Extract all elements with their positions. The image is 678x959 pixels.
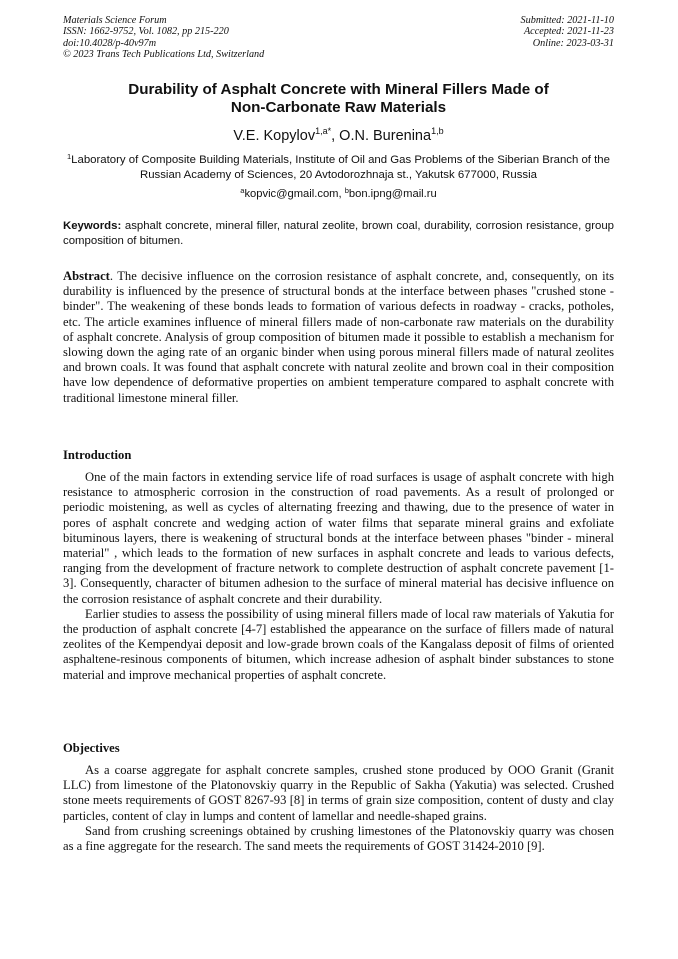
objectives-section bbox=[63, 763, 614, 854]
email-mark-b: b bbox=[344, 186, 349, 195]
paper-title bbox=[63, 81, 614, 117]
title-line-1: Durability of Asphalt Concrete with Mineral Fillers Made of bbox=[128, 81, 549, 98]
introduction-section bbox=[63, 470, 614, 683]
abstract-text: . The decisive influence on the corrosion resistance of asphalt concrete, and, consequently, on its durability is influenced by the presence of structural bonds at the interface between phases "crushed stone - binder". The weakening of these bonds leads to formation of various defects in roadway - cracks, potholes, etc. The article examines influence of mineral fillers made of non-carbonate raw materials on the durability of asphalt concrete. Analysis of group composition of bitumen made it possible to establish a mechanism for slowing down the aging rate of an organic binder when using porous mineral fillers made of natural zeolites and brown coals. It was found that asphalt concrete with natural zeolite and brown coal in their composition have low dependence of deformative properties on ambient temperature compared to asphalt concrete with traditional limestone mineral filler. bbox=[63, 269, 614, 405]
author-list bbox=[63, 122, 614, 145]
objectives-paragraph-2: Sand from crushing screenings obtained by crushing limestones of the Platonovskiy quarry was chosen as a fine aggregate for the research. The sand meets the requirements of GOST 31424-2010 [9]. bbox=[63, 823, 614, 854]
submitted-date: Submitted: 2021-11-10 bbox=[520, 15, 614, 26]
abstract-section bbox=[63, 269, 614, 406]
affiliation bbox=[63, 150, 614, 182]
author-burenina: O.N. Burenina bbox=[339, 128, 432, 144]
journal-doi: doi:10.4028/p-40v97m bbox=[63, 37, 157, 49]
introduction-paragraph-2: Earlier studies to assess the possibility of using mineral fillers made of local raw materials of Yakutia for the production of asphalt concrete [4-7] established the appearance on the surface of fillers made of natural zeolites of the Kempendyai deposit and low-grade brown coals of the Kangalass deposit of films of oriented asphaltene-resinous components of bitumen, which increase adhesion of asphalt binder substances to stone material and improve mechanical properties of asphalt concrete. bbox=[63, 606, 614, 682]
keywords-text: asphalt concrete, mineral filler, natural zeolite, brown coal, durability, corrosion resistance, group composition of bitumen. bbox=[63, 220, 614, 247]
journal-info bbox=[63, 15, 264, 61]
publication-dates bbox=[521, 15, 614, 49]
email-kopylov: kopvic@gmail.com, bbox=[244, 188, 345, 200]
journal-copyright: © 2023 Trans Tech Publications Ltd, Switzerland bbox=[63, 49, 265, 61]
affiliation-text: Laboratory of Composite Building Materials, Institute of Oil and Gas Problems of the Siberian Branch of the Russian Academy of Sciences, 20 Avtodorozhnaja st., Yakutsk 677000, Russia bbox=[71, 154, 610, 181]
introduction-heading: Introduction bbox=[63, 448, 132, 462]
accepted-date: Accepted: 2021-11-23 bbox=[523, 26, 614, 38]
author-kopylov: V.E. Kopylov bbox=[233, 128, 316, 144]
author-burenina-affiliation-mark: 1,b bbox=[431, 126, 444, 136]
keywords-label: Keywords: bbox=[63, 220, 122, 232]
online-date: Online: 2023-03-31 bbox=[532, 37, 614, 49]
keywords-section bbox=[63, 219, 614, 248]
abstract-label: Abstract bbox=[63, 269, 110, 283]
introduction-paragraph-1: One of the main factors in extending service life of road surfaces is usage of asphalt concrete with high resistance to atmospheric corrosion in the construction of road pavements. As a result of prolonged or periodic moistening, as well as cycles of alternating freezing and thawing, due to the presence of water in pores of asphalt concrete and wedging action of water films that separate mineral grains and exfoliate bituminous layers, there is weakening of structural bonds at the interface between phases "binder - mineral material" , which leads to the formation of new surfaces in asphalt concrete and leads to various defects, ranging from the development of fracture network to complete destruction of asphalt concrete pavement [1-3]. Consequently, character of bitumen adhesion to the surface of mineral material has decisive influence on the corrosion resistance of asphalt concrete and their durability. bbox=[63, 470, 614, 606]
affiliation-mark: 1 bbox=[67, 152, 72, 161]
author-emails bbox=[63, 184, 614, 201]
email-burenina: bon.ipng@mail.ru bbox=[348, 188, 437, 200]
author-kopylov-affiliation-mark: 1,a* bbox=[315, 126, 332, 136]
email-mark-a: a bbox=[240, 186, 245, 195]
objectives-heading: Objectives bbox=[63, 741, 120, 755]
author-separator: , bbox=[331, 128, 340, 144]
title-line-2: Non-Carbonate Raw Materials bbox=[230, 99, 447, 116]
journal-name: Materials Science Forum bbox=[63, 15, 167, 26]
objectives-paragraph-1: As a coarse aggregate for asphalt concrete samples, crushed stone produced by OOO Granit (Granit LLC) from limestone of the Platonovskiy quarry in the Republic of Sakha (Yakutia) was selected. Crushed stone meets requirements of GOST 8267-93 [8] in terms of grain size composition, content of dusty and clay particles, content of clay in lumps and content of lamellar and needle-shaped grains. bbox=[63, 763, 614, 823]
journal-issn: ISSN: 1662-9752, Vol. 1082, pp 215-220 bbox=[63, 26, 229, 38]
